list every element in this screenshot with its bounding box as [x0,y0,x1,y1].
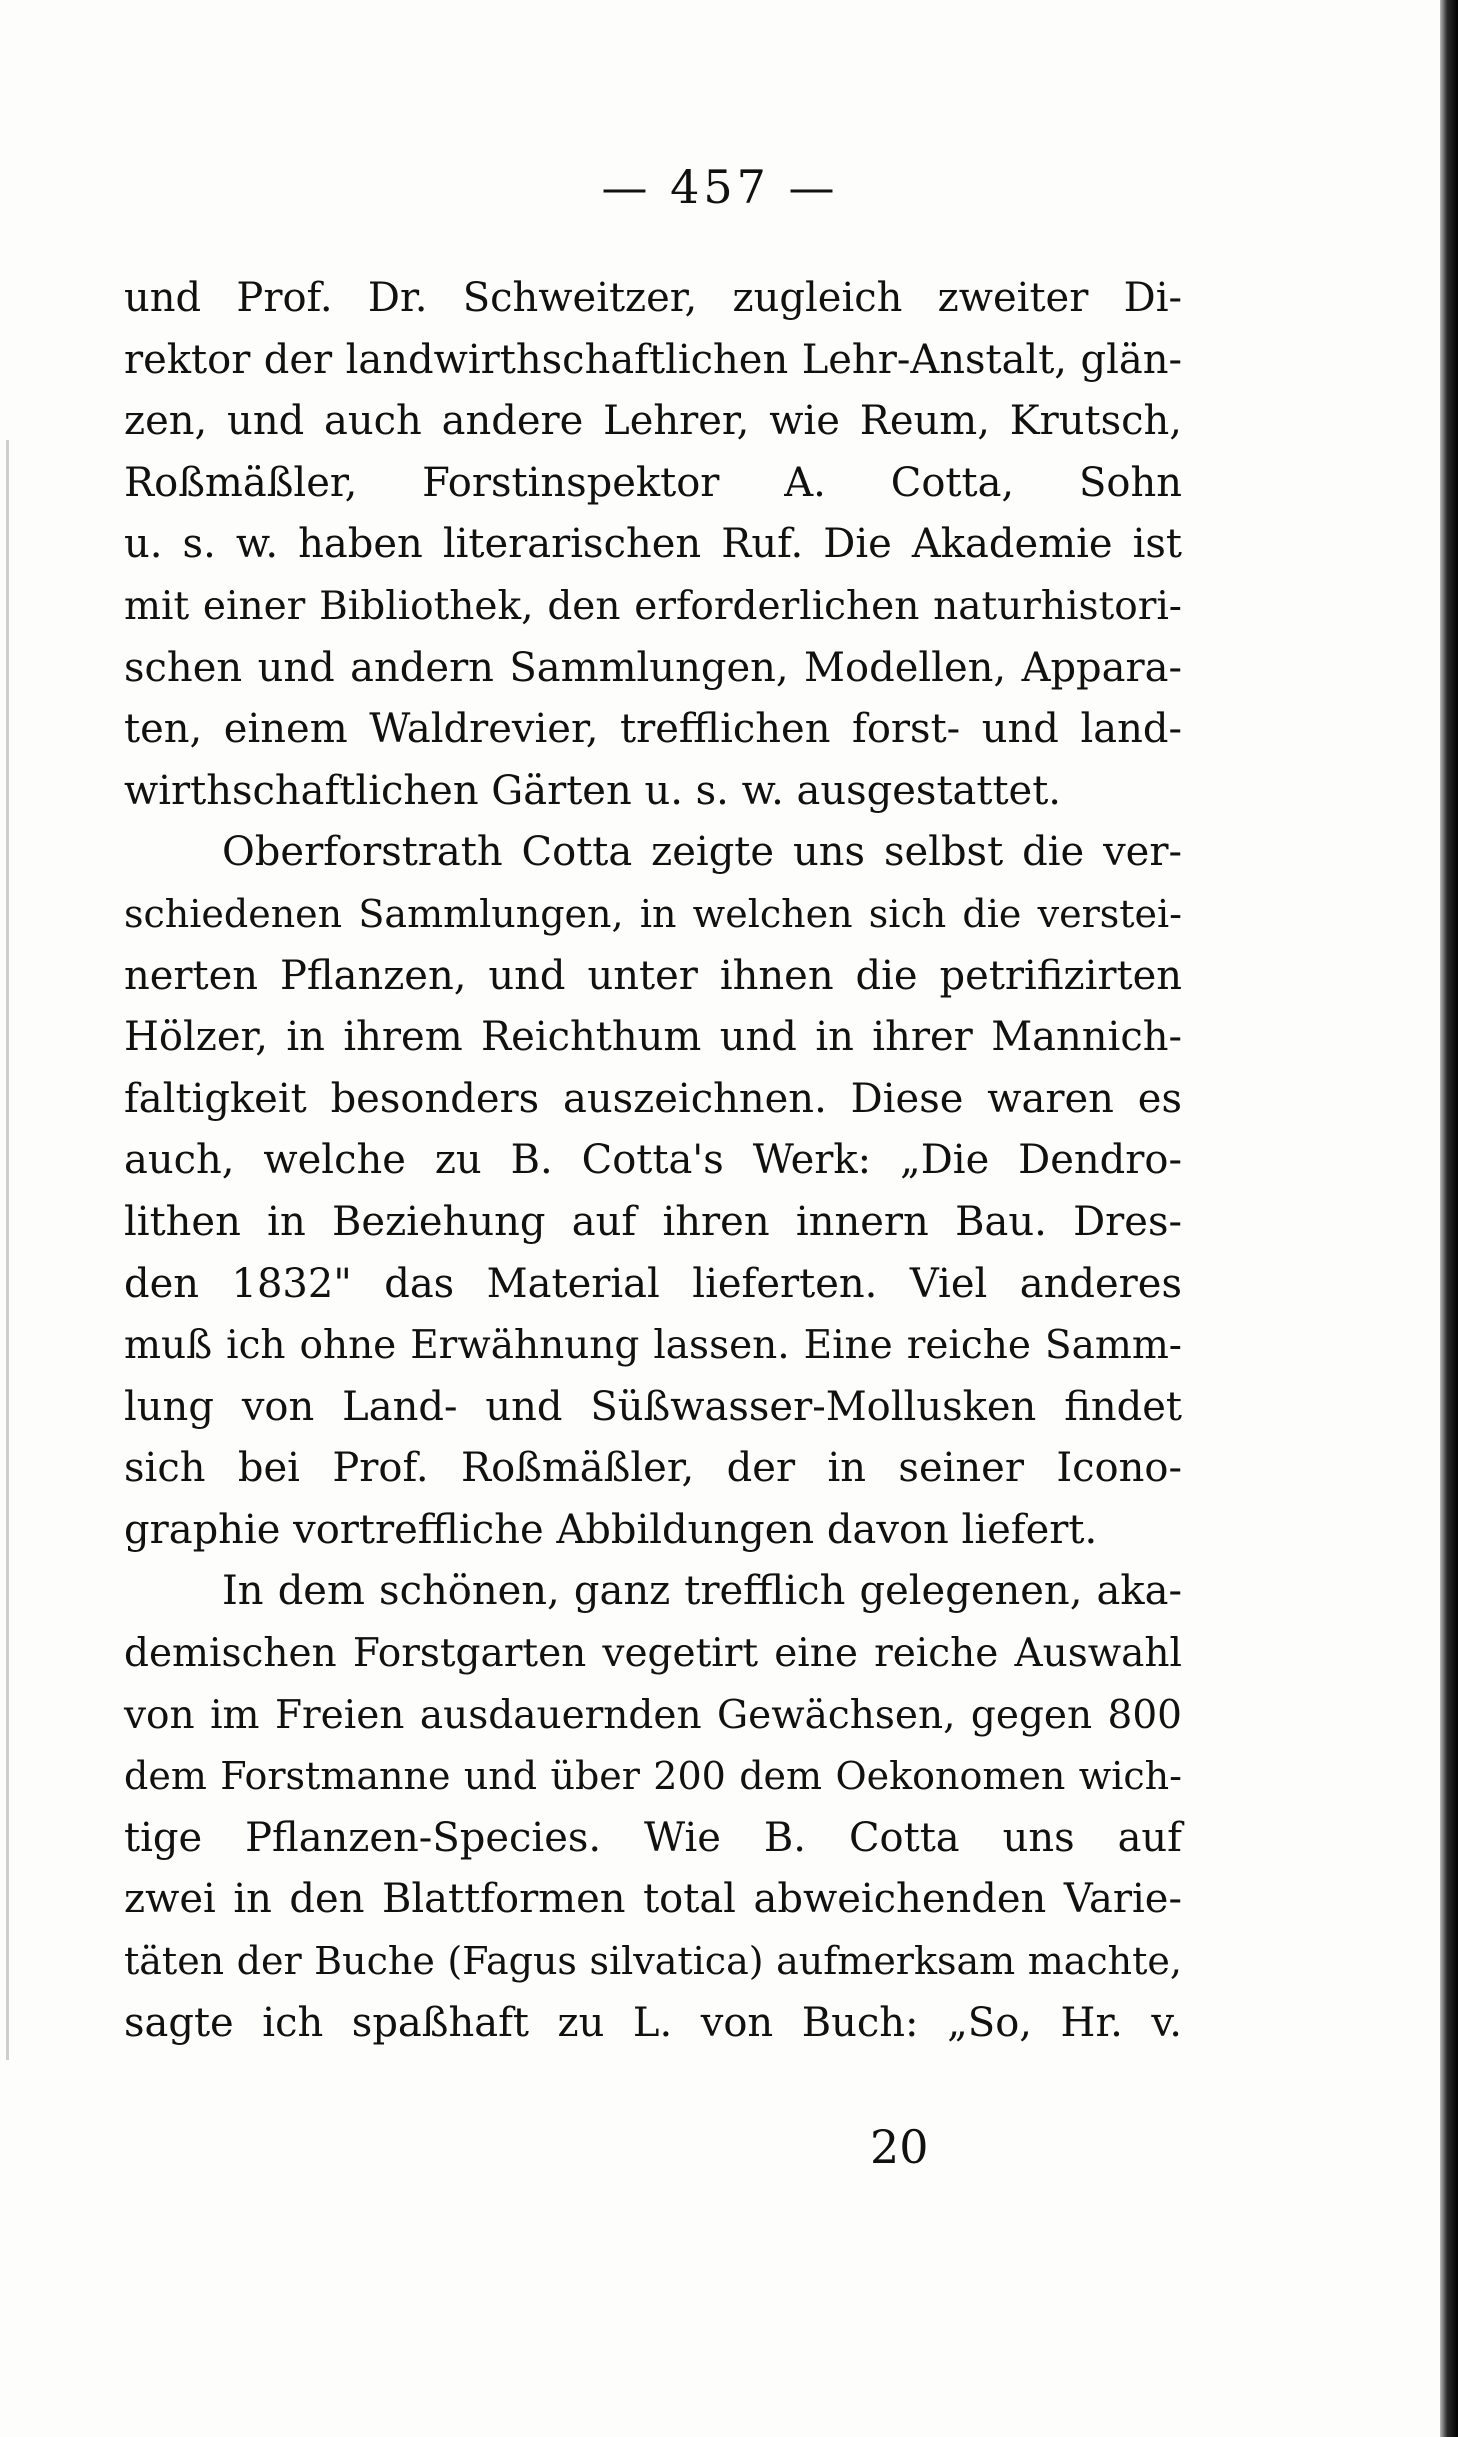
text-line: schiedenen Sammlungen, in welchen sich die verstei- [124,891,1182,936]
text-line: zen, und auch andere Lehrer, wie Reum, Krutsch, [124,398,1182,445]
page-edge [1440,0,1458,2437]
text-line: nerten Pflanzen, und unter ihnen die petrifizirten [124,952,1182,999]
body-text [124,268,1182,2054]
text-line: demischen Forstgarten vegetirt eine reiche Auswahl [124,1631,1182,1677]
text-line: tige Pflanzen-Species. Wie B. Cotta uns auf [124,1814,1182,1861]
text-line: schen und andern Sammlungen, Modellen, Appara- [124,644,1182,691]
text-line: und Prof. Dr. Schweitzer, zugleich zweiter Di- [124,275,1182,321]
text-line: wirthschaftlichen Gärten u. s. w. ausgestattet. [124,767,1061,814]
text-line: von im Freien ausdauernden Gewächsen, gegen 800 [124,1692,1182,1738]
text-line: lithen in Beziehung auf ihren innern Bau. Dres- [124,1198,1182,1245]
text-line: auch, welche zu B. Cotta's Werk: „Die Dendro- [124,1137,1182,1184]
text-line: u. s. w. haben literarischen Ruf. Die Akademie ist [124,521,1182,568]
text-line: ten, einem Waldrevier, trefflichen forst- und land- [124,706,1182,753]
text-line: Roßmäßler, Forstinspektor A. Cotta, Sohn [124,459,1182,506]
text-line: lung von Land- und Süßwasser-Mollusken findet [124,1383,1182,1430]
text-line: rektor der landwirthschaftlichen Lehr-Anstalt, glän- [124,336,1182,383]
text-line: muß ich ohne Erwähnung lassen. Eine reiche Samm- [124,1323,1182,1369]
text-line: graphie vortreffliche Abbildungen davon liefert. [124,1506,1098,1553]
text-line: sagte ich spaßhaft zu L. von Buch: „So, Hr. v. [124,1999,1182,2046]
text-line: faltigkeit besonders auszeichnen. Diese waren es [124,1075,1182,1122]
text-line: In dem schönen, ganz trefflich gelegenen, aka- [222,1568,1182,1615]
signature-mark: 20 [870,2120,929,2174]
gutter-shadow [6,440,9,2060]
text-line: mit einer Bibliothek, den erforderlichen naturhistori- [124,583,1182,629]
text-line: zwei in den Blattformen total abweichenden Varie- [124,1876,1182,1923]
page-number: — 457 — [601,160,839,214]
text-line: Oberforstrath Cotta zeigte uns selbst die ver- [222,829,1182,876]
text-line: dem Forstmanne und über 200 dem Oekonomen wich- [124,1754,1182,1799]
text-line: sich bei Prof. Roßmäßler, der in seiner Icono- [124,1445,1182,1492]
text-line: den 1832" das Material lieferten. Viel anderes [124,1260,1182,1307]
text-line: Hölzer, in ihrem Reichthum und in ihrer Mannich- [124,1014,1182,1061]
text-line: täten der Buche (Fagus silvatica) aufmerksam machte, [124,1939,1182,1984]
